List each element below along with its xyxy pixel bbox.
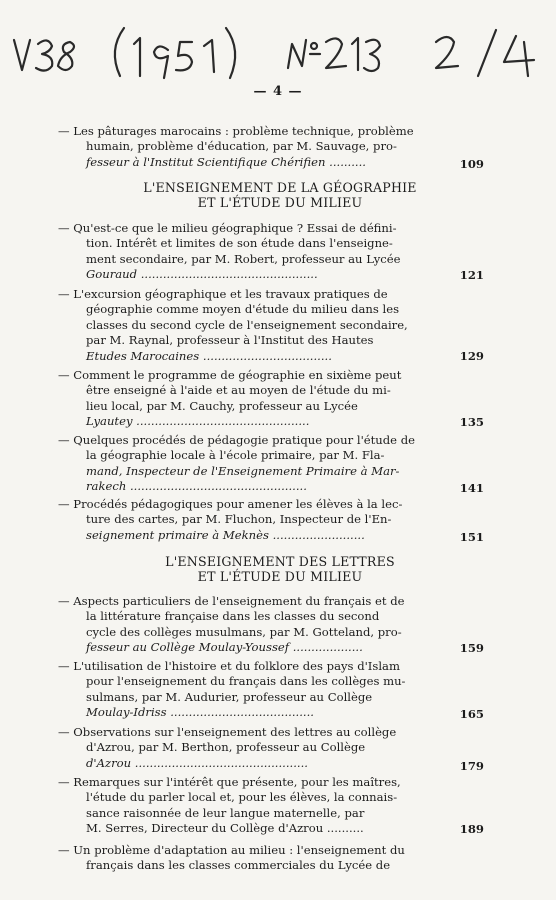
entry-line: ment secondaire, par M. Robert, professeur au Lycée xyxy=(86,251,401,266)
entry-line: — Comment le programme de géographie en sixième peut xyxy=(58,368,402,382)
entry-line: — Observations sur l'enseignement des lettres au collège xyxy=(58,725,397,739)
handwritten-annotation xyxy=(8,6,548,84)
section-heading-line: L'ENSEIGNEMENT DES LETTRES xyxy=(165,554,395,569)
entry-page-number: 159 xyxy=(459,641,484,655)
entry-line: — Qu'est-ce que le milieu géographique ? Essai de défini- xyxy=(58,221,397,235)
entry-line: Lyautey ............................................... xyxy=(86,414,310,429)
entry-line: d'Azrou ............................................... xyxy=(86,755,308,770)
entry-page-number: 189 xyxy=(459,822,484,836)
entry-line: — Un problème d'adaptation au milieu : l'enseignement du xyxy=(58,843,405,857)
entry-page-number: 165 xyxy=(459,707,484,721)
entry-line: — Procédés pédagogiques pour amener les élèves à la lec- xyxy=(58,497,403,511)
entry-line: M. Serres, Directeur du Collège d'Azrou .......... xyxy=(86,821,364,836)
entry-page-number: 129 xyxy=(459,349,484,363)
entry-page-number: 135 xyxy=(459,415,484,429)
entry-line: par M. Raynal, professeur à l'Institut des Hautes xyxy=(86,333,374,348)
entry-line: fesseur au Collège Moulay-Youssef ................... xyxy=(86,640,363,655)
entry-line: — Quelques procédés de pédagogie pratique pour l'étude de xyxy=(58,433,415,447)
entry-line: français dans les classes commerciales du Lycée de xyxy=(86,858,391,873)
entry-line: pour l'enseignement du français dans les collèges mu- xyxy=(86,674,406,689)
entry-line: lieu local, par M. Cauchy, professeur au Lycée xyxy=(86,398,358,413)
entry-line: fesseur à l'Institut Scientifique Chérifien .......... xyxy=(86,154,366,169)
page-number: — 4 — xyxy=(253,84,303,99)
entry-line: Etudes Marocaines ................................... xyxy=(86,348,332,363)
entry-line: sulmans, par M. Audurier, professeur au Collège xyxy=(86,689,373,704)
entry-line: humain, problème d'éducation, par M. Sauvage, pro- xyxy=(86,139,397,154)
entry-line: Gouraud ................................................ xyxy=(86,267,318,282)
section-heading xyxy=(60,180,500,210)
entry-line: mand, Inspecteur de l'Enseignement Primaire à Mar- xyxy=(86,463,400,478)
entry-line: tion. Intérêt et limites de son étude dans l'enseigne- xyxy=(86,236,393,251)
entry-line: — L'utilisation de l'histoire et du folklore des pays d'Islam xyxy=(58,659,400,673)
entry-line: ture des cartes, par M. Fluchon, Inspecteur de l'En- xyxy=(86,512,392,527)
entry-line: Moulay-Idriss ....................................... xyxy=(86,705,314,720)
entry-line: être enseigné à l'aide et au moyen de l'étude du mi- xyxy=(86,383,391,398)
section-heading-line: L'ENSEIGNEMENT DE LA GÉOGRAPHIE xyxy=(143,180,417,195)
entry-line: sance raisonnée de leur langue maternelle, par xyxy=(86,805,365,820)
section-heading-line: ET L'ÉTUDE DU MILIEU xyxy=(197,569,363,584)
entry-line: la littérature française dans les classes du second xyxy=(86,609,380,624)
handwritten-annotation-drawing xyxy=(8,6,548,84)
entry-line: géographie comme moyen d'étude du milieu dans les xyxy=(86,302,400,317)
toc-entry xyxy=(58,843,484,874)
entry-line: — Les pâturages marocains : problème technique, problème xyxy=(58,124,414,138)
entry-page-number: 141 xyxy=(459,481,484,495)
section-heading-line: ET L'ÉTUDE DU MILIEU xyxy=(197,195,363,210)
entry-line: — Aspects particuliers de l'enseignement du français et de xyxy=(58,594,405,608)
entry-page-number: 109 xyxy=(459,157,484,171)
entry-line: l'étude du parler local et, pour les élèves, la connais- xyxy=(86,790,398,805)
section-heading xyxy=(60,554,500,584)
entry-page-number: 151 xyxy=(459,530,484,544)
entry-line: — Remarques sur l'intérêt que présente, pour les maîtres, xyxy=(58,775,401,789)
entry-line: seignement primaire à Meknès ......................... xyxy=(86,527,365,542)
entry-line: la géographie locale à l'école primaire, par M. Fla- xyxy=(86,448,385,463)
entry-page-number: 121 xyxy=(459,268,484,282)
entry-line: d'Azrou, par M. Berthon, professeur au Collège xyxy=(86,740,366,755)
entry-line: — L'excursion géographique et les travaux pratiques de xyxy=(58,287,388,301)
entry-line: cycle des collèges musulmans, par M. Gotteland, pro- xyxy=(86,624,402,639)
entry-line: classes du second cycle de l'enseignement secondaire, xyxy=(86,317,408,332)
entry-page-number: 179 xyxy=(459,759,484,773)
entry-line: rakech ................................................ xyxy=(86,479,307,494)
